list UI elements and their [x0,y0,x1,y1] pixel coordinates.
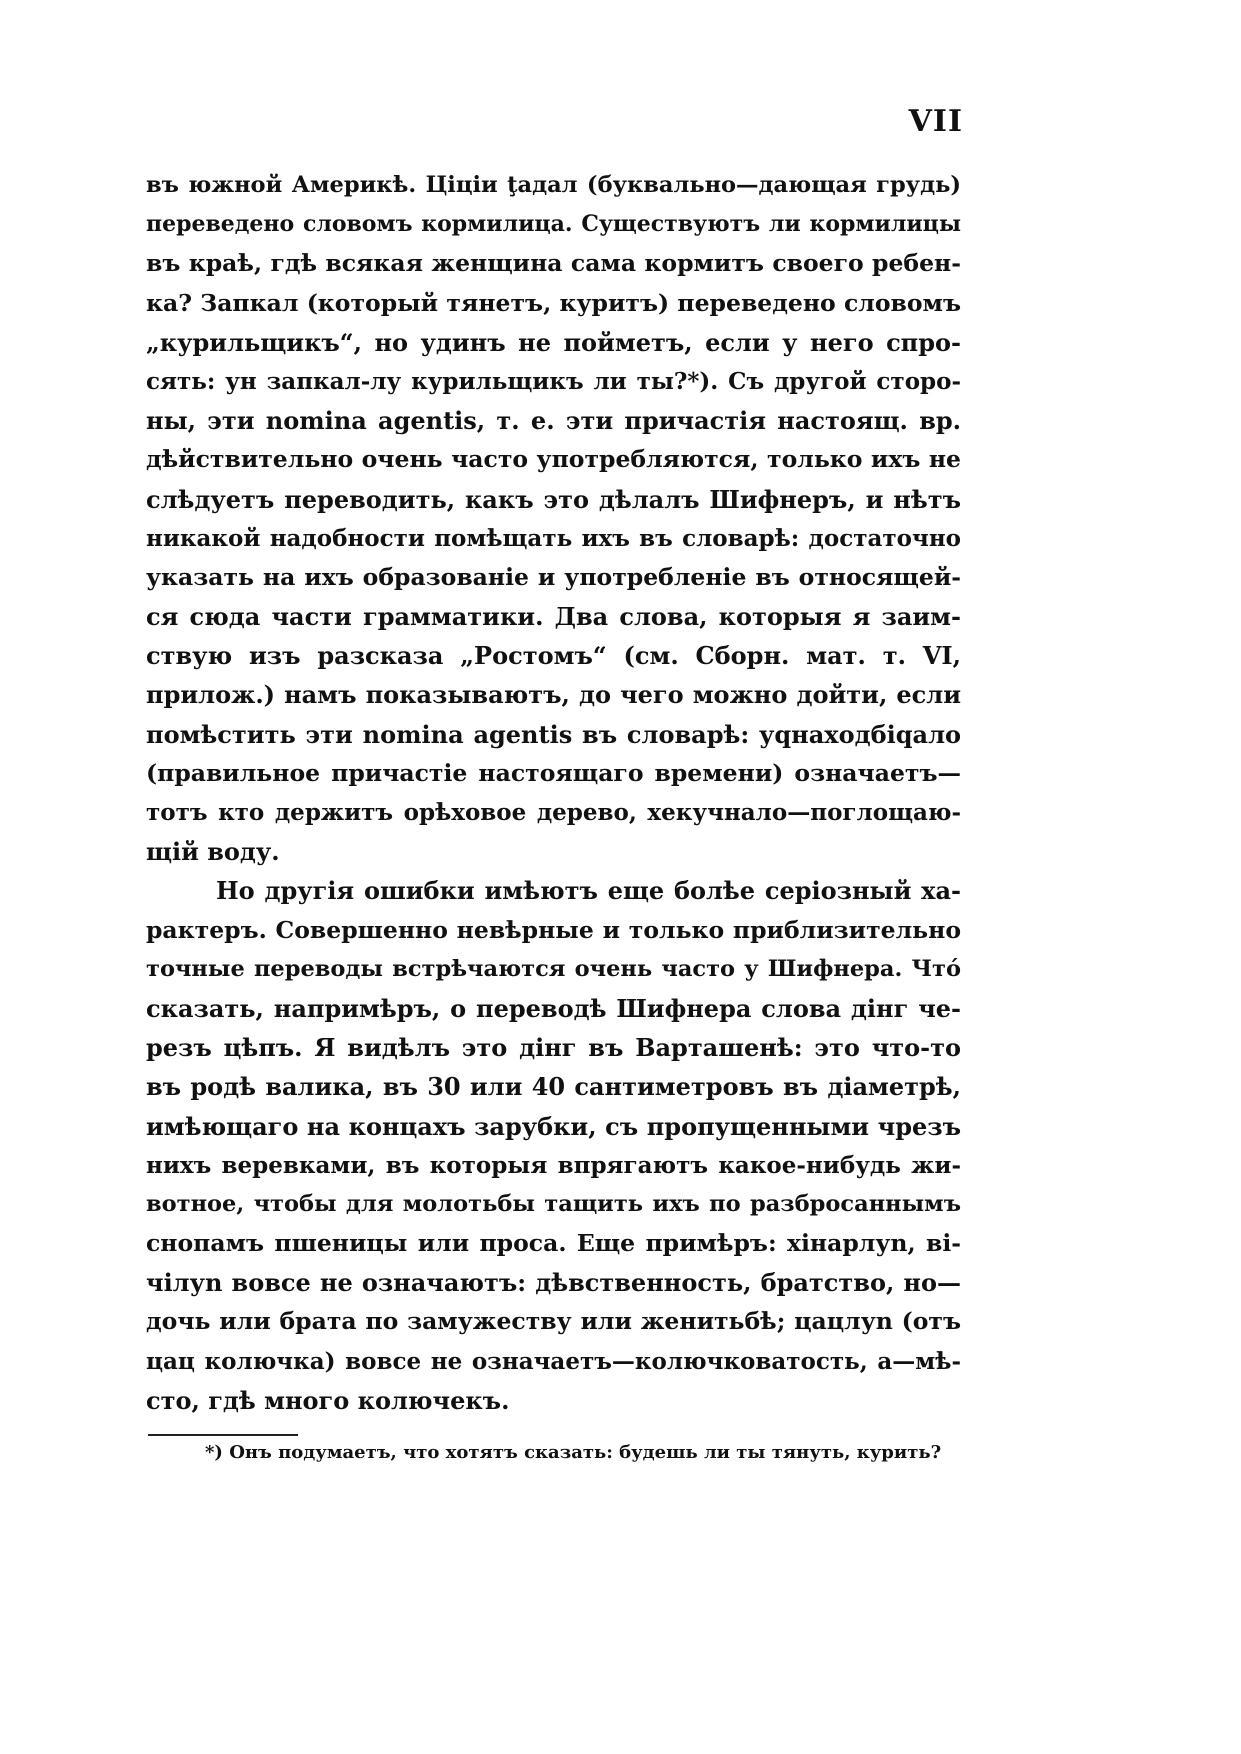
text-line: снопамъ пшеницы или проса. Еще примѣръ: хінарлуn, ві- [146,1229,961,1258]
text-line: „курильщикъ“, но удинъ не пойметъ, если у него спро- [146,327,961,357]
text-line: вотное, чтобы для молотьбы тащить ихъ по разбросаннымъ [146,1190,961,1217]
page-number: VII [908,104,963,139]
body-text [146,166,961,1420]
text-line: указать на ихъ образованіе и употребленіе въ относящей- [146,562,961,591]
paragraph-1 [146,166,961,871]
text-line: прилож.) намъ показываютъ, до чего можно дойти, если [146,680,961,710]
paragraph-2 [146,871,961,1420]
text-line: переведено словомъ кормилица. Существуютъ ли кормилицы [146,211,961,238]
text-line: резъ цѣпъ. Я видѣлъ это дінг въ Варташенѣ: это что-то [146,1033,961,1063]
text-line: нихъ веревками, въ которыя впрягаютъ какое-нибудь жи- [146,1151,961,1179]
text-line: въ краѣ, гдѣ всякая женщина сама кормитъ своего ребен- [146,249,961,278]
text-line: въ родѣ валика, въ 30 или 40 сантиметровъ въ діаметрѣ, [146,1072,961,1102]
text-line: слѣдуетъ переводить, какъ это дѣлалъ Шифнеръ, и нѣтъ [146,484,961,514]
text-line: никакой надобности помѣщать ихъ въ словарѣ: достаточно [146,524,961,552]
text-line: имѣющаго на концахъ зарубки, съ пропущенными чрезъ [146,1111,961,1141]
text-line: точные переводы встрѣчаются очень часто у Шифнера. Чтó [146,955,961,982]
text-line: чілуn вовсе не означаютъ: дѣвственность, братство, но— [146,1268,961,1298]
footnote-rule [148,1434,298,1436]
footnote: *) Онъ подумаетъ, что хотятъ сказать: будешь ли ты тянуть, курить? [205,1442,942,1463]
text-line: сять: ун запкал-лу курильщикъ ли ты?*). Съ другой сторо- [146,367,961,395]
text-line: помѣстить эти nomina agentis въ словарѣ: уqнаходбіqало [146,719,961,749]
text-line: ка? Запкал (который тянетъ, куритъ) переведено словомъ [146,288,961,317]
text-line: Но другія ошибки имѣютъ еще болѣе серіозный ха- [216,876,961,906]
text-line: дочь или брата по замужеству или женитьбѣ; цацлуn (отъ [146,1307,961,1336]
text-line: сто, гдѣ много колючекъ. [146,1385,510,1415]
text-line: (правильное причастіе настоящаго времени) означаетъ— [146,758,961,787]
text-line: въ южной Америкѣ. Ціціи ţадал (буквально—дающая грудь) [146,172,961,198]
text-line: щій воду. [146,837,280,867]
text-line: ся сюда части грамматики. Два слова, которыя я заим- [146,602,961,632]
text-line: сказать, напримѣръ, о переводѣ Шифнера слова дінг че- [146,993,961,1023]
text-line: тотъ кто держитъ орѣховое дерево, хекучнало—поглощаю- [146,799,961,826]
text-line: дѣйствительно очень часто употребляются, только ихъ не [146,445,961,474]
text-line: ствую изъ разсказа „Ростомъ“ (см. Сборн. мат. т. VI, [146,641,961,671]
text-line: цац колючка) вовсе не означаетъ—колючковатость, а—мѣ- [146,1347,961,1375]
text-line: рактеръ. Совершенно невѣрные и только приблизительно [146,915,961,944]
text-line: ны, эти nomina agentis, т. е. эти причастія настоящ. вр. [146,406,961,436]
